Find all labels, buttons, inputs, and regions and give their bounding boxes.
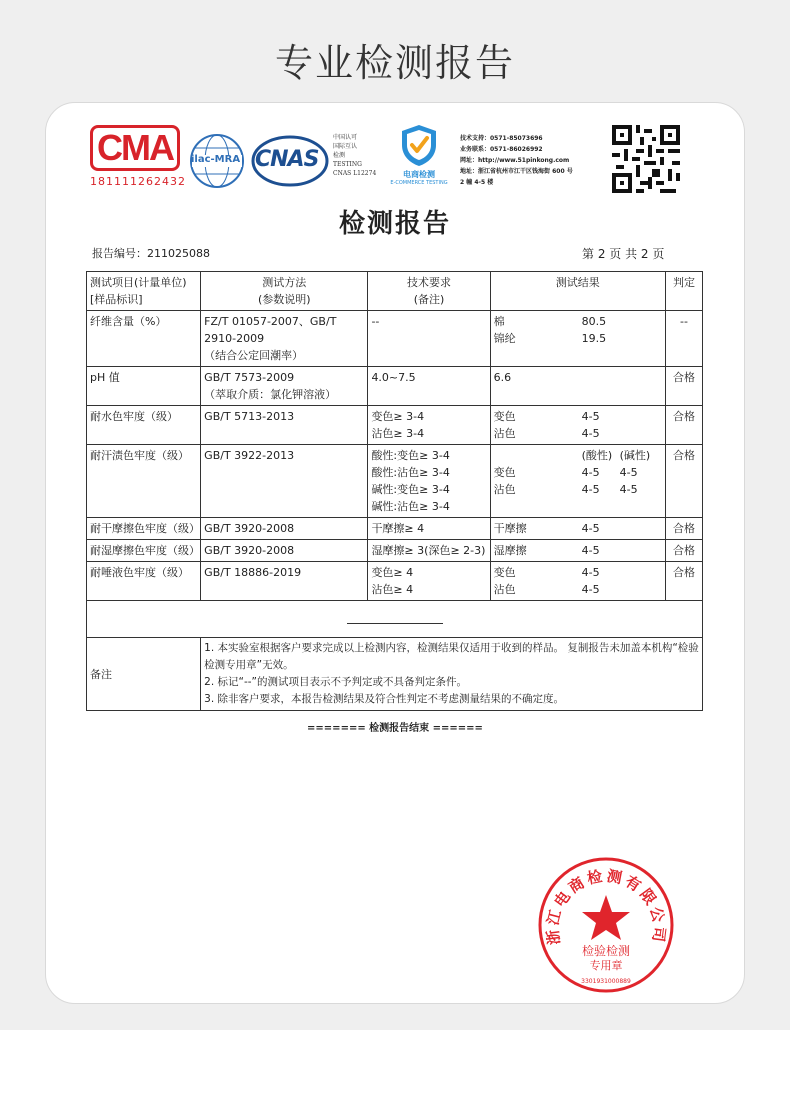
cnas-logo — [251, 135, 329, 187]
cell-item: 耐唾液色牢度（级） — [87, 562, 201, 601]
report-end-text: ======= 检测报告结束 ====== — [307, 723, 483, 734]
cell-method — [201, 518, 368, 540]
result-value: 4-5 — [581, 566, 600, 579]
result-value: 6.6 — [493, 371, 512, 384]
test-results-table — [86, 271, 703, 711]
cell-result — [490, 311, 665, 367]
ecommerce-cn-text: 电商检测 — [403, 170, 435, 179]
result-value — [620, 369, 658, 386]
table-row — [87, 406, 703, 445]
result-value — [620, 330, 658, 347]
result-value — [620, 408, 658, 425]
result-value — [620, 425, 658, 442]
mr-line: TESTING — [333, 161, 362, 168]
note-item: 1. 本实验室根据客户要求完成以上检测内容，检测结果仅适用于收到的样品。 复制报告未加盖本机构“检验检测专用章”无效。 — [204, 642, 699, 671]
table-body — [87, 311, 703, 601]
method-line: GB/T 3920-2008 — [204, 522, 295, 535]
requirement-line: 酸性:沾色≥ 3-4 — [371, 466, 450, 479]
result-value: (酸性) — [581, 449, 613, 462]
result-line — [494, 369, 662, 386]
report-number: 报告编号：211025088 — [92, 247, 210, 260]
official-stamp — [536, 855, 676, 995]
stamp-line2: 专用章 — [589, 959, 623, 972]
result-value: 4-5 — [581, 427, 600, 440]
cell-judgement: 合格 — [665, 518, 702, 540]
cell-judgement: -- — [665, 311, 702, 367]
result-value: 变色 — [493, 566, 516, 579]
stamp-line1: 检验检测 — [581, 944, 631, 958]
result-line — [494, 408, 662, 425]
result-line — [494, 330, 662, 347]
ecommerce-testing-logo — [388, 123, 450, 189]
header-result: 测试结果 — [490, 272, 665, 311]
cell-result — [490, 518, 665, 540]
cell-result — [490, 367, 665, 406]
business-contact: 业务联系：0571-86026992 — [460, 146, 543, 153]
result-value: 4-5 — [581, 483, 600, 496]
result-value: 4-5 — [581, 544, 600, 557]
cell-method — [201, 562, 368, 601]
header-method: 测试方法 (参数说明) — [201, 272, 368, 311]
result-value: 锦纶 — [493, 332, 516, 345]
requirement-line: -- — [371, 315, 380, 328]
document-title: 检测报告 — [338, 209, 451, 239]
note-item: 2. 标记“--”的测试项目表示不予判定或不具备判定条件。 — [204, 676, 467, 688]
ecommerce-en-text: E-COMMERCE TESTING — [390, 180, 448, 186]
stamp-seal-icon — [536, 855, 676, 995]
result-value — [494, 447, 582, 464]
result-line — [494, 447, 662, 464]
ilac-mra-logo — [189, 133, 245, 189]
ilac-text: ilac-MRA — [191, 154, 241, 165]
cell-judgement: 合格 — [665, 445, 702, 518]
requirement-line: 变色≥ 3-4 — [371, 410, 425, 423]
cell-item: 纤维含量（%） — [87, 311, 201, 367]
result-value: 4-5 — [619, 483, 638, 496]
result-value — [620, 581, 658, 598]
cell-method — [201, 311, 368, 367]
result-line — [494, 581, 662, 598]
table-row — [87, 562, 703, 601]
page-info: 第 2 页 共 2 页 — [582, 247, 665, 261]
qr-code-icon — [612, 125, 680, 193]
cell-method — [201, 406, 368, 445]
table-header-row — [87, 272, 703, 311]
result-value: 沾色 — [493, 583, 516, 596]
result-value: 沾色 — [493, 483, 516, 496]
result-line — [494, 464, 662, 481]
cell-result — [490, 406, 665, 445]
result-line — [494, 542, 662, 559]
cma-number: 181111262432 — [90, 175, 186, 188]
method-line: GB/T 5713-2013 — [204, 410, 295, 423]
requirement-line: 变色≥ 4 — [371, 566, 414, 579]
stamp-number: 3301931000889 — [581, 978, 631, 985]
cell-judgement: 合格 — [665, 562, 702, 601]
address-line-1: 地址：浙江省杭州市江干区钱海街 600 号 — [460, 168, 573, 175]
notes-row — [87, 638, 703, 711]
star-icon — [582, 895, 630, 940]
method-line: GB/T 3922-2013 — [204, 449, 295, 462]
mr-line: 中国认可 — [333, 134, 358, 141]
table-row — [87, 540, 703, 562]
requirement-line: 沾色≥ 3-4 — [371, 427, 425, 440]
method-line: GB/T 7573-2009 — [204, 371, 295, 384]
cell-judgement: 合格 — [665, 540, 702, 562]
table-row — [87, 367, 703, 406]
method-line: （结合公定回潮率） — [204, 349, 304, 362]
cell-item: 耐汗渍色牢度（级） — [87, 445, 201, 518]
result-value — [620, 542, 658, 559]
result-line — [494, 520, 662, 537]
header-item: 测试项目(计量单位) [样品标识] — [87, 272, 201, 311]
result-value — [582, 369, 620, 386]
result-line — [494, 481, 662, 498]
result-value: 4-5 — [581, 466, 600, 479]
result-line — [494, 313, 662, 330]
cell-method — [201, 445, 368, 518]
divider-line — [347, 623, 443, 624]
blank-row — [87, 601, 703, 638]
table-row — [87, 445, 703, 518]
method-line: （萃取介质：氯化钾溶液） — [204, 388, 337, 401]
cell-requirement — [368, 406, 490, 445]
stamp-company: 浙江电商检测有限公司 — [543, 866, 669, 946]
result-value: 4-5 — [581, 522, 600, 535]
cell-item: pH 值 — [87, 367, 201, 406]
cell-requirement — [368, 367, 490, 406]
mr-line: 国际互认 — [333, 143, 358, 150]
cell-judgement: 合格 — [665, 367, 702, 406]
cma-logo-text: CMA — [90, 125, 180, 171]
mr-line: 检测 — [333, 152, 346, 159]
method-line: 2910-2009 — [204, 332, 265, 345]
result-value — [620, 564, 658, 581]
method-line: GB/T 18886-2019 — [204, 566, 302, 579]
header-judgement: 判定 — [665, 272, 702, 311]
cell-method — [201, 367, 368, 406]
note-item: 3. 除非客户要求，本报告检测结果及符合性判定不考虑测量结果的不确定度。 — [204, 693, 565, 705]
cell-result — [490, 445, 665, 518]
requirement-line: 4.0~7.5 — [371, 371, 416, 384]
notes-content — [201, 638, 703, 711]
result-value: 棉 — [493, 315, 505, 328]
table-row — [87, 518, 703, 540]
method-line: GB/T 3920-2008 — [204, 544, 295, 557]
mutual-recognition-text — [333, 133, 383, 178]
cell-judgement: 合格 — [665, 406, 702, 445]
cell-item: 耐湿摩擦色牢度（级） — [87, 540, 201, 562]
result-value: 变色 — [493, 466, 516, 479]
result-value: (碱性) — [619, 449, 651, 462]
result-value — [620, 520, 658, 537]
notes-label: 备注 — [87, 638, 201, 711]
cell-requirement — [368, 562, 490, 601]
address-line-2: 2 幢 4-5 楼 — [460, 179, 494, 186]
cell-item: 耐水色牢度（级） — [87, 406, 201, 445]
result-value: 4-5 — [581, 583, 600, 596]
result-value: 湿摩擦 — [493, 544, 527, 557]
cell-method — [201, 540, 368, 562]
requirement-line: 碱性:沾色≥ 3-4 — [371, 500, 450, 513]
requirement-line: 沾色≥ 4 — [371, 583, 414, 596]
requirement-line: 酸性:变色≥ 3-4 — [371, 449, 450, 462]
cell-requirement — [368, 518, 490, 540]
requirement-line: 碱性:变色≥ 3-4 — [371, 483, 450, 496]
contact-info — [460, 133, 610, 188]
result-value: 干摩擦 — [493, 522, 527, 535]
result-value: 80.5 — [581, 315, 607, 328]
cell-requirement — [368, 445, 490, 518]
cell-requirement — [368, 540, 490, 562]
result-value: 4-5 — [619, 466, 638, 479]
method-line: FZ/T 01057-2007、GB/T — [204, 315, 337, 328]
cnas-text: CNAS — [255, 147, 319, 172]
cell-result — [490, 540, 665, 562]
result-line — [494, 425, 662, 442]
requirement-line: 湿摩擦≥ 3(深色≥ 2-3) — [371, 544, 486, 557]
cma-logo — [86, 129, 186, 189]
page-heading: 专业检测报告 — [274, 41, 515, 85]
shield-check-icon — [399, 123, 439, 167]
tech-support: 技术支持：0571-85073696 — [460, 135, 543, 142]
report-card — [45, 102, 745, 1004]
result-value: 4-5 — [581, 410, 600, 423]
website: 网址：http://www.51pinkong.com — [460, 157, 570, 164]
table-row — [87, 311, 703, 367]
result-value — [620, 313, 658, 330]
header-requirement: 技术要求 (备注) — [368, 272, 490, 311]
cell-result — [490, 562, 665, 601]
result-value: 沾色 — [493, 427, 516, 440]
mr-line: CNAS L12274 — [333, 170, 377, 177]
requirement-line: 干摩擦≥ 4 — [371, 522, 425, 535]
cell-requirement — [368, 311, 490, 367]
result-value: 19.5 — [581, 332, 607, 345]
result-value: 变色 — [493, 410, 516, 423]
result-line — [494, 564, 662, 581]
cell-item: 耐干摩擦色牢度（级） — [87, 518, 201, 540]
